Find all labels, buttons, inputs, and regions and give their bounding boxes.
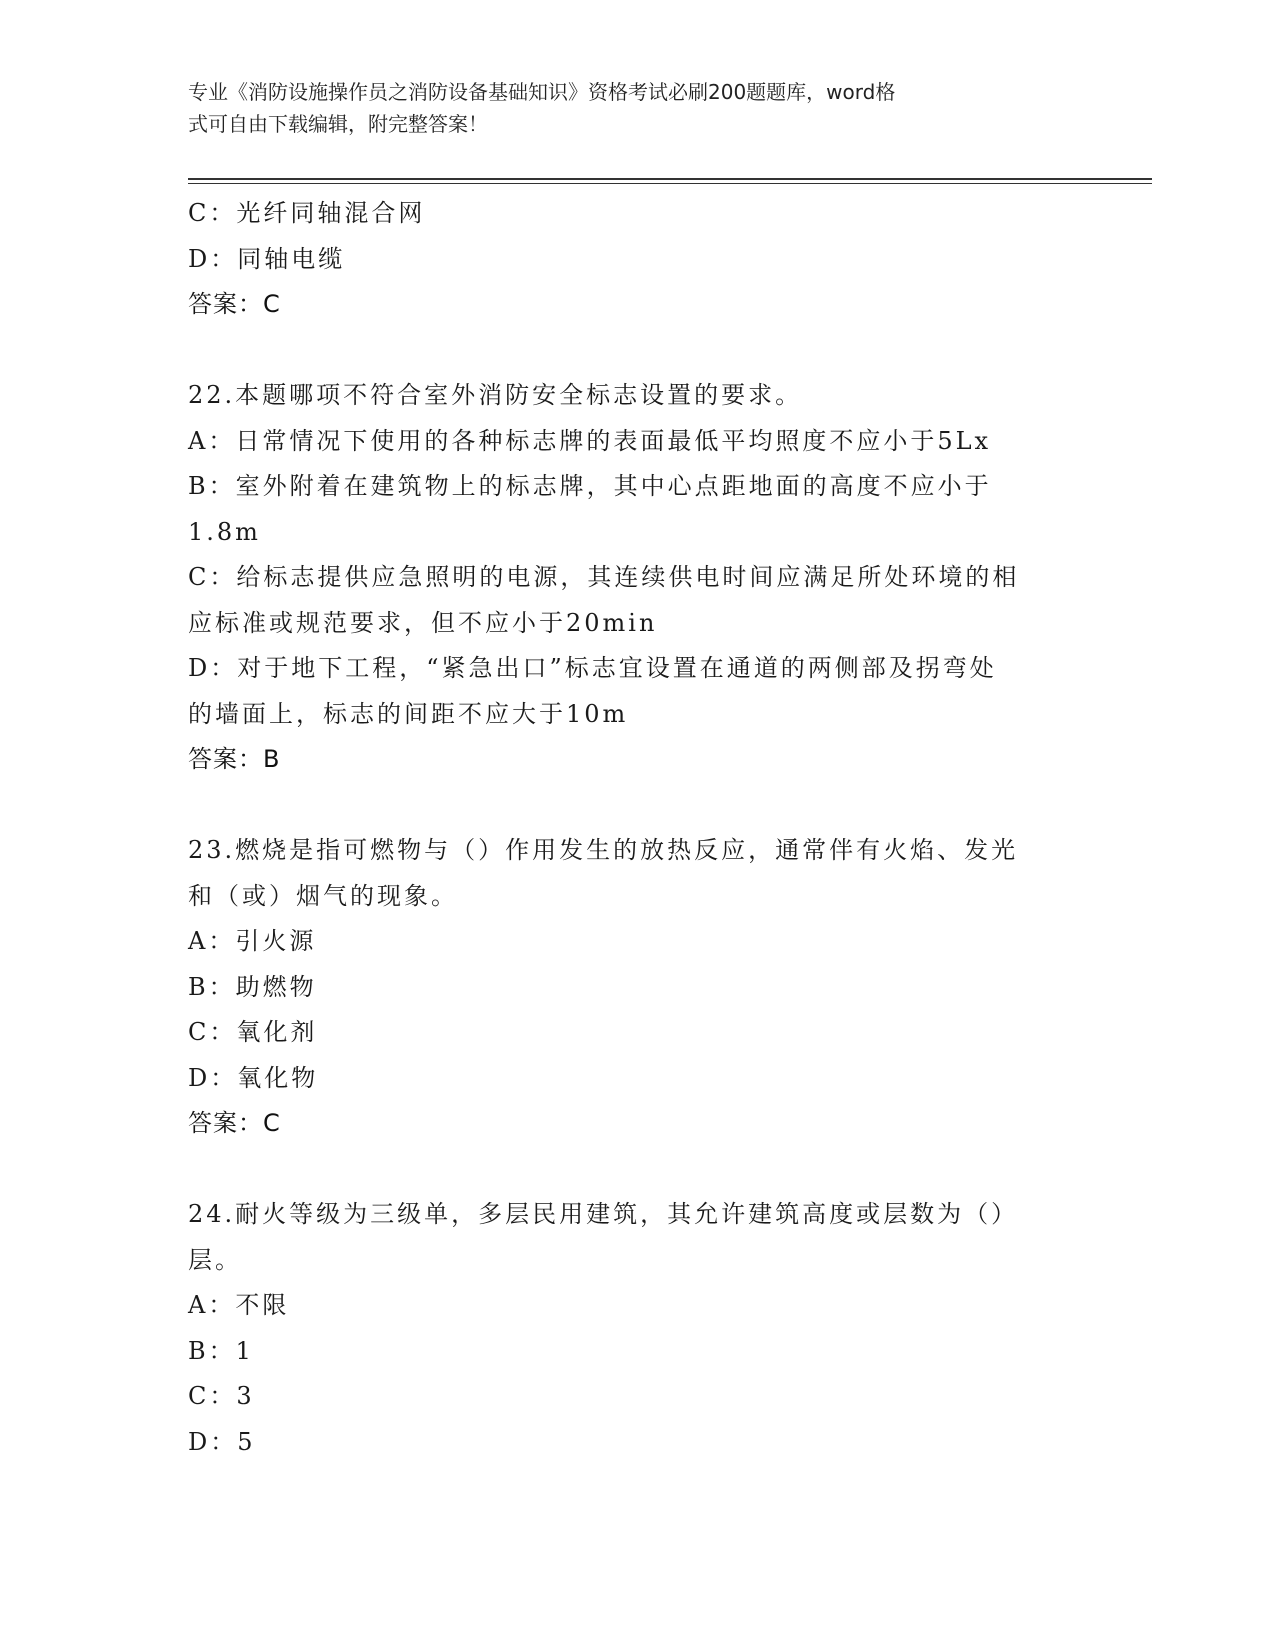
option-a: A：引火源 [188,927,317,955]
page-header [188,76,1068,140]
question-22 [188,373,1088,783]
option-d: D：对于地下工程，“紧急出口”标志宜设置在通道的两侧部及拐弯处 [188,654,997,682]
option-c-continued: 应标准或规范要求，但不应小于20min [188,608,658,637]
option-b-continued: 1.8m [188,517,261,546]
option-c: C：3 [188,1382,255,1410]
answer-line: 答案：B [188,745,281,773]
question-text: 22.本题哪项不符合室外消防安全标志设置的要求。 [188,381,803,409]
option-b: B：1 [188,1336,254,1365]
question-text-continued: 和（或）烟气的现象。 [188,881,458,910]
question-21-tail [188,191,1088,328]
question-text-continued: 层。 [188,1245,242,1274]
header-line-1: 专业《消防设施操作员之消防设备基础知识》资格考试必刷200题题库，word格 [188,80,896,104]
option-c: C：光纤同轴混合网 [188,199,426,227]
option-d: D：5 [188,1427,256,1456]
question-text: 24.耐火等级为三级单，多层民用建筑，其允许建筑高度或层数为（） [188,1200,1019,1228]
option-a: A：不限 [188,1291,290,1319]
header-rule-thick [188,178,1152,180]
option-b: B：室外附着在建筑物上的标志牌，其中心点距地面的高度不应小于 [188,472,992,500]
option-c: C：给标志提供应急照明的电源，其连续供电时间应满足所处环境的相 [188,563,1020,591]
question-23 [188,828,1088,1147]
option-d: D：氧化物 [188,1063,319,1092]
answer-line: 答案：C [188,1109,281,1137]
spacer [188,783,1088,829]
question-text: 23.燃烧是指可燃物与（）作用发生的放热反应，通常伴有火焰、发光 [188,836,1019,864]
option-d-continued: 的墙面上，标志的间距不应大于10m [188,699,629,728]
option-b: B：助燃物 [188,972,317,1001]
option-c: C：氧化剂 [188,1018,318,1046]
option-a: A：日常情况下使用的各种标志牌的表面最低平均照度不应小于5Lx [188,426,992,455]
answer-line: 答案：C [188,290,281,318]
spacer [188,328,1088,374]
question-24 [188,1192,1088,1465]
spacer [188,1147,1088,1193]
option-d: D：同轴电缆 [188,244,346,273]
header-line-2: 式可自由下载编辑，附完整答案！ [188,112,488,136]
document-body [188,191,1088,1465]
header-rule-thin [188,183,1152,184]
